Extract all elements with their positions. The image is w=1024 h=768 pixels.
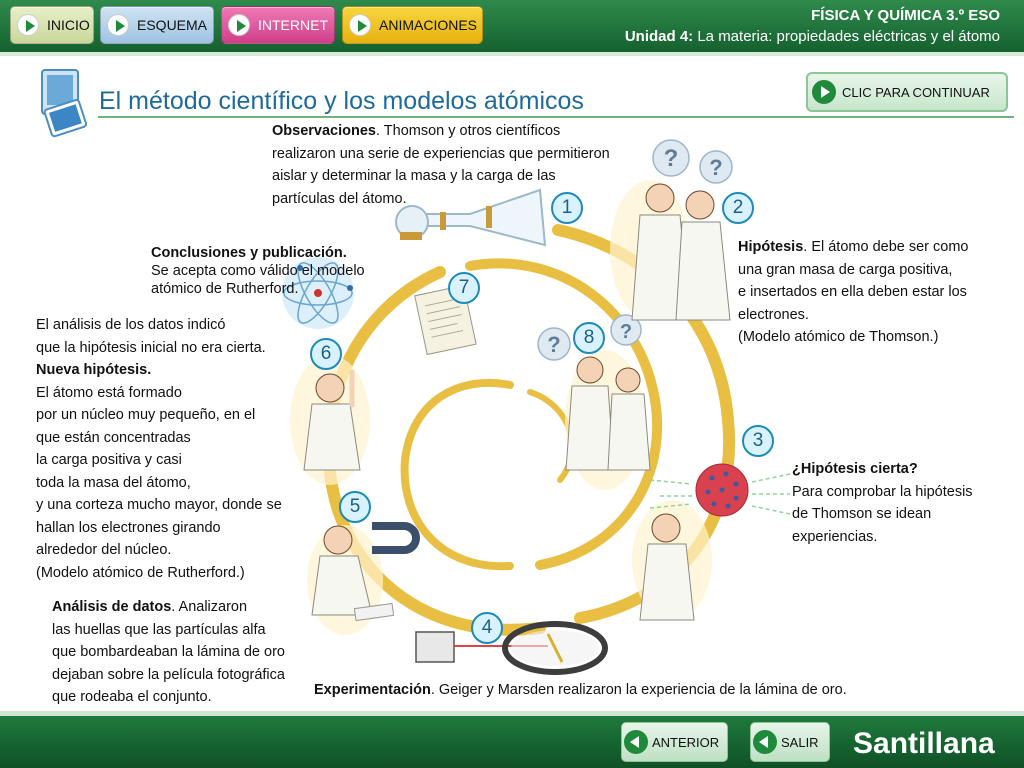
cierta-line-2: de Thomson se idean xyxy=(792,506,932,522)
nav-inicio-label: INICIO xyxy=(47,17,90,33)
nueva-line-11: (Modelo atómico de Rutherford.) xyxy=(36,564,245,581)
nav-animaciones-label: ANIMACIONES xyxy=(379,17,478,33)
back-arrow-icon xyxy=(753,730,777,754)
conclusiones-line-2: atómico de Rutherford. xyxy=(151,281,299,297)
observaciones-heading: Observaciones xyxy=(272,123,376,139)
hipotesis-line-5: (Modelo atómico de Thomson.) xyxy=(738,329,939,345)
analisis-line-4: dejaban sobre la película fotográfica xyxy=(52,666,285,683)
nav-esquema-label: ESQUEMA xyxy=(137,17,208,33)
hipotesis-line-2: una gran masa de carga positiva, xyxy=(738,261,953,278)
exit-button[interactable] xyxy=(750,722,830,762)
question-bubble-icon xyxy=(700,151,732,183)
nueva-line-8: y una corteza mucho mayor, donde se xyxy=(36,497,282,513)
unit-title: La materia: propiedades eléctricas y el átomo xyxy=(693,28,1000,45)
analisis-text xyxy=(52,596,314,709)
nueva-line-9: hallan los electrones girando xyxy=(36,519,221,536)
analisis-heading: Análisis de datos xyxy=(52,599,172,615)
conclusiones-text xyxy=(151,244,391,298)
nav-internet-label: INTERNET xyxy=(258,17,328,33)
question-bubble-icon xyxy=(538,328,570,360)
nueva-hipotesis-text xyxy=(36,314,306,584)
step-badge-8[interactable]: 8 xyxy=(573,322,605,354)
step-badge-3[interactable]: 3 xyxy=(742,425,774,457)
analisis-line-3: que bombardeaban la lámina de oro xyxy=(52,644,285,660)
analisis-line-5: que rodeaba el conjunto. xyxy=(52,689,212,705)
back-arrow-icon xyxy=(624,730,648,754)
analisis-line-1: . Analizaron xyxy=(171,599,248,615)
experimentacion-heading: Experimentación xyxy=(314,682,431,698)
scientist-writing-figure-icon xyxy=(307,525,394,635)
question-bubble-icon xyxy=(653,140,689,176)
nueva-heading: Nueva hipótesis. xyxy=(36,362,152,378)
svg-text:?: ? xyxy=(547,332,561,357)
experimentacion-text xyxy=(314,679,914,702)
magnet-icon xyxy=(372,526,416,550)
analisis-line-2: las huellas que las partículas alfa xyxy=(52,621,266,638)
conclusiones-heading: Conclusiones y publicación. xyxy=(151,245,347,261)
nueva-line-5: que están concentradas xyxy=(36,429,191,446)
cierta-heading: ¿Hipótesis cierta? xyxy=(792,461,918,477)
conclusiones-line-1: Se acepta como válido el modelo xyxy=(151,263,365,279)
step-badge-6[interactable]: 6 xyxy=(310,338,342,370)
scientists-figure-icon xyxy=(610,180,730,320)
nueva-line-7: toda la masa del átomo, xyxy=(36,474,191,491)
nueva-line-10: alrededor del núcleo. xyxy=(36,542,172,558)
hipotesis-heading: Hipótesis xyxy=(738,239,804,255)
scientists-figure-icon xyxy=(565,350,650,490)
hipotesis-cierta-text xyxy=(792,458,1002,548)
previous-label: ANTERIOR xyxy=(652,734,720,750)
brand-logo: Santillana xyxy=(853,727,995,760)
step-badge-4[interactable]: 4 xyxy=(471,612,503,644)
step-badge-1[interactable]: 1 xyxy=(551,192,583,224)
step-badge-7[interactable]: 7 xyxy=(448,272,480,304)
nueva-line-3: El átomo está formado xyxy=(36,384,182,401)
cierta-line-1: Para comprobar la hipótesis xyxy=(792,483,973,500)
step-badge-2[interactable]: 2 xyxy=(722,192,754,224)
observaciones-body: . Thomson y otros científicos realizaron una serie de experiencias que permitieron aislar y determinar la masa y la carga de las partículas del átomo. xyxy=(272,123,610,207)
svg-text:?: ? xyxy=(663,145,679,172)
page-title: El método científico y los modelos atómicos xyxy=(99,87,584,115)
nueva-line-2: que la hipótesis inicial no era cierta. xyxy=(36,339,266,356)
experimentacion-body: . Geiger y Marsden realizaron la experiencia de la lámina de oro. xyxy=(430,682,847,698)
unit-prefix: Unidad 4: xyxy=(624,28,694,45)
exit-label: SALIR xyxy=(781,734,819,750)
hipotesis-line xyxy=(738,236,1008,259)
previous-button[interactable] xyxy=(621,722,728,762)
hipotesis-text xyxy=(738,236,1008,349)
svg-text:?: ? xyxy=(709,155,723,180)
cierta-line-3: experiencias. xyxy=(792,528,878,545)
svg-text:?: ? xyxy=(619,321,633,343)
nueva-line-4: por un núcleo muy pequeño, en el xyxy=(36,407,256,423)
nueva-line-1: El análisis de los datos indicó xyxy=(36,317,226,333)
nueva-line-6: la carga positiva y casi xyxy=(36,452,182,468)
hipotesis-line-1: . El átomo debe ser como xyxy=(803,239,969,255)
continue-label: CLIC PARA CONTINUAR xyxy=(842,84,990,100)
hipotesis-line-4: electrones. xyxy=(738,306,809,323)
step-badge-5[interactable]: 5 xyxy=(339,491,371,523)
hipotesis-line-3: e insertados en ella deben estar los xyxy=(738,284,967,300)
course-title: FÍSICA Y QUÍMICA 3.º ESO xyxy=(811,7,1000,24)
scientist-figure-icon xyxy=(632,500,712,620)
